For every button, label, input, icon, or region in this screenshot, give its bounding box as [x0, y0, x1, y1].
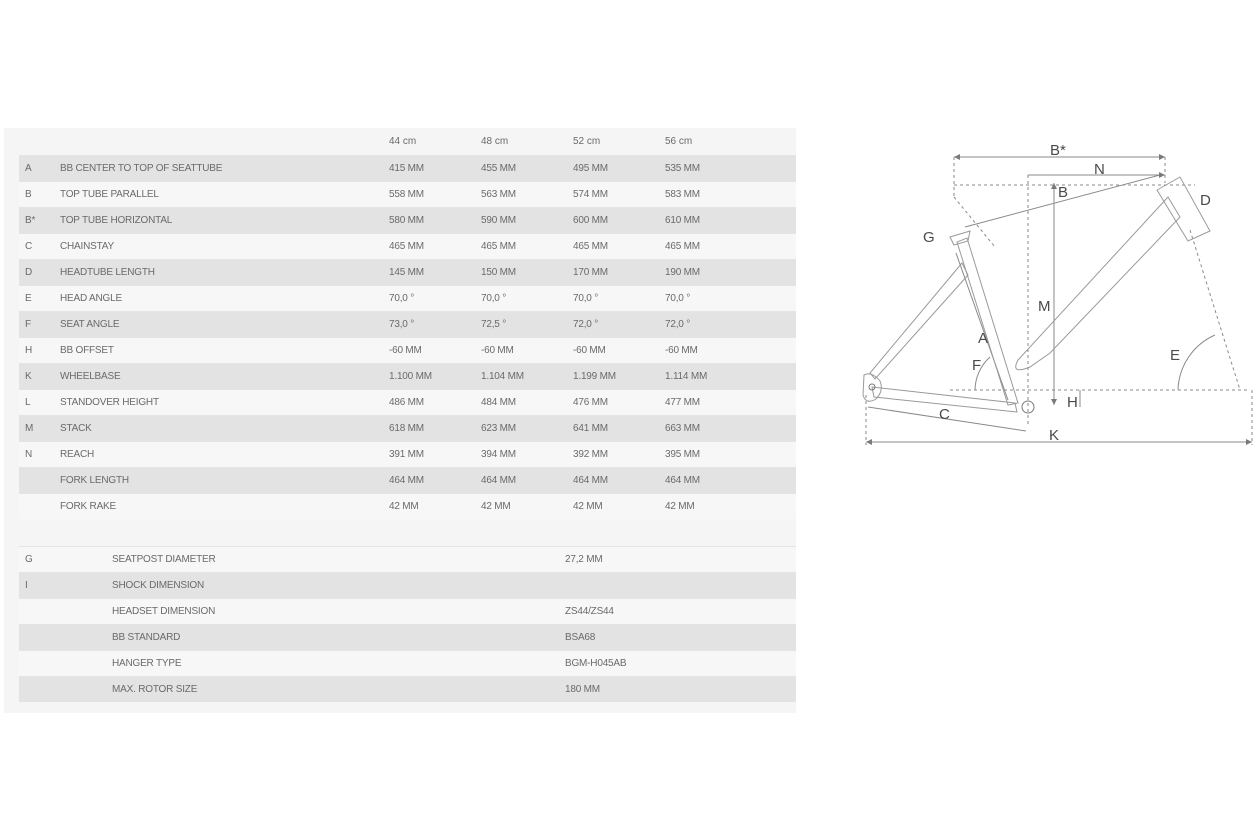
- row-value-56: 464 MM: [665, 475, 700, 486]
- arrow-wheelbase-right: [1246, 439, 1252, 445]
- spec-code: G: [25, 554, 33, 565]
- arrow-stack-bottom: [1051, 399, 1057, 405]
- row-value-56: 610 MM: [665, 215, 700, 226]
- row-code: A: [25, 163, 32, 174]
- arrow-b-star-left: [954, 154, 960, 160]
- general-spec-row: [19, 624, 796, 650]
- geometry-row: [19, 389, 796, 415]
- row-value-48: 70,0 °: [481, 293, 507, 304]
- size-header-48: 48 cm: [481, 136, 509, 147]
- spec-name: SEATPOST DIAMETER: [112, 554, 216, 565]
- geometry-row: [19, 337, 796, 363]
- down-tube: [1016, 197, 1180, 370]
- label-e: E: [1170, 347, 1181, 364]
- row-value-52: 42 MM: [573, 501, 603, 512]
- row-value-44: 465 MM: [389, 241, 424, 252]
- row-name: WHEELBASE: [60, 371, 121, 382]
- row-value-48: 484 MM: [481, 397, 516, 408]
- row-code: N: [25, 449, 33, 460]
- row-value-52: -60 MM: [573, 345, 606, 356]
- row-value-56: 395 MM: [665, 449, 700, 460]
- row-value-52: 1.199 MM: [573, 371, 616, 382]
- row-value-56: 465 MM: [665, 241, 700, 252]
- row-code: C: [25, 241, 33, 252]
- geometry-row: [19, 233, 796, 259]
- row-value-44: 73,0 °: [389, 319, 415, 330]
- size-header-row: [19, 128, 796, 155]
- geometry-row: [19, 285, 796, 311]
- frame-geometry-diagram: [850, 135, 1260, 455]
- row-value-48: 150 MM: [481, 267, 516, 278]
- size-header-44: 44 cm: [389, 136, 417, 147]
- row-name: STANDOVER HEIGHT: [60, 397, 159, 408]
- row-code: E: [25, 293, 32, 304]
- top-tube-parallel-dimension: [965, 175, 1160, 227]
- label-m: M: [1038, 298, 1051, 315]
- row-value-52: 72,0 °: [573, 319, 599, 330]
- row-name: FORK RAKE: [60, 501, 116, 512]
- geometry-row: [19, 415, 796, 441]
- row-value-52: 392 MM: [573, 449, 608, 460]
- row-value-52: 495 MM: [573, 163, 608, 174]
- bike-frame-drawing: [850, 135, 1260, 455]
- arrow-wheelbase-left: [866, 439, 872, 445]
- label-g: G: [923, 229, 935, 246]
- row-value-44: 70,0 °: [389, 293, 415, 304]
- geometry-row: [19, 181, 796, 207]
- label-h: H: [1067, 394, 1078, 411]
- row-value-56: 663 MM: [665, 423, 700, 434]
- spec-name: BB STANDARD: [112, 632, 181, 643]
- row-value-48: 563 MM: [481, 189, 516, 200]
- spec-name: SHOCK DIMENSION: [112, 580, 205, 591]
- label-b-star: B*: [1050, 142, 1066, 159]
- row-value-48: 42 MM: [481, 501, 511, 512]
- row-value-52: 476 MM: [573, 397, 608, 408]
- row-value-56: 583 MM: [665, 189, 700, 200]
- row-code: M: [25, 423, 34, 434]
- row-value-48: 465 MM: [481, 241, 516, 252]
- row-value-56: 477 MM: [665, 397, 700, 408]
- seat-stay: [870, 263, 968, 379]
- general-spec-row: [19, 598, 796, 624]
- arrow-reach-right: [1159, 172, 1165, 178]
- row-value-44: 42 MM: [389, 501, 419, 512]
- row-value-52: 465 MM: [573, 241, 608, 252]
- row-value-52: 600 MM: [573, 215, 608, 226]
- general-spec-row: [19, 676, 796, 702]
- spec-value: ZS44/ZS44: [565, 606, 614, 617]
- spec-value: BGM-H045AB: [565, 658, 627, 669]
- row-value-52: 464 MM: [573, 475, 608, 486]
- row-name: BB OFFSET: [60, 345, 114, 356]
- row-name: CHAINSTAY: [60, 241, 114, 252]
- geometry-row: [19, 259, 796, 285]
- row-name: FORK LENGTH: [60, 475, 129, 486]
- spec-value: 180 MM: [565, 684, 600, 695]
- label-b: B: [1058, 184, 1069, 201]
- row-value-48: 623 MM: [481, 423, 516, 434]
- row-value-44: 580 MM: [389, 215, 424, 226]
- row-name: SEAT ANGLE: [60, 319, 120, 330]
- spec-name: HANGER TYPE: [112, 658, 182, 669]
- row-value-48: -60 MM: [481, 345, 514, 356]
- spec-value: 27,2 MM: [565, 554, 603, 565]
- label-f: F: [972, 357, 982, 374]
- spec-value: BSA68: [565, 632, 596, 643]
- row-code: H: [25, 345, 33, 356]
- label-d: D: [1200, 192, 1211, 209]
- row-value-44: 486 MM: [389, 397, 424, 408]
- row-value-44: 558 MM: [389, 189, 424, 200]
- head-angle-arc: [1178, 335, 1215, 390]
- row-value-48: 455 MM: [481, 163, 516, 174]
- geometry-row: [19, 363, 796, 389]
- row-name: TOP TUBE HORIZONTAL: [60, 215, 173, 226]
- general-spec-row: [19, 546, 796, 572]
- row-code: K: [25, 371, 32, 382]
- arrow-stack-top: [1051, 183, 1057, 189]
- row-name: HEAD ANGLE: [60, 293, 122, 304]
- row-code: B: [25, 189, 32, 200]
- row-value-48: 464 MM: [481, 475, 516, 486]
- seat-tube-dimension: [956, 253, 1008, 400]
- row-code: L: [25, 397, 31, 408]
- row-value-44: -60 MM: [389, 345, 422, 356]
- row-name: BB CENTER TO TOP OF SEATTUBE: [60, 163, 223, 174]
- size-header-52: 52 cm: [573, 136, 601, 147]
- spec-code: I: [25, 580, 28, 591]
- row-value-44: 618 MM: [389, 423, 424, 434]
- row-name: HEADTUBE LENGTH: [60, 267, 155, 278]
- arrow-b-star-right: [1159, 154, 1165, 160]
- row-value-44: 464 MM: [389, 475, 424, 486]
- row-value-56: 70,0 °: [665, 293, 691, 304]
- geometry-row: [19, 155, 796, 181]
- row-value-56: 1.114 MM: [665, 371, 708, 382]
- row-value-44: 391 MM: [389, 449, 424, 460]
- row-name: TOP TUBE PARALLEL: [60, 189, 159, 200]
- geometry-row: [19, 311, 796, 337]
- row-value-56: -60 MM: [665, 345, 698, 356]
- row-value-48: 1.104 MM: [481, 371, 524, 382]
- row-value-56: 42 MM: [665, 501, 695, 512]
- spec-name: MAX. ROTOR SIZE: [112, 684, 198, 695]
- seat-tube-extension: [954, 197, 995, 247]
- row-value-52: 574 MM: [573, 189, 608, 200]
- row-value-56: 190 MM: [665, 267, 700, 278]
- row-code: D: [25, 267, 33, 278]
- general-spec-row: [19, 650, 796, 676]
- general-spec-row: [19, 572, 796, 598]
- geometry-table-panel: [4, 128, 796, 713]
- row-value-44: 145 MM: [389, 267, 424, 278]
- row-name: REACH: [60, 449, 95, 460]
- geometry-row: [19, 493, 796, 519]
- label-n: N: [1094, 161, 1105, 178]
- row-value-48: 590 MM: [481, 215, 516, 226]
- row-value-52: 170 MM: [573, 267, 608, 278]
- row-code: F: [25, 319, 31, 330]
- geometry-row: [19, 441, 796, 467]
- row-value-44: 1.100 MM: [389, 371, 432, 382]
- row-code: B*: [25, 215, 36, 226]
- head-tube: [1157, 177, 1210, 241]
- seat-tube: [957, 238, 1018, 405]
- label-a: A: [978, 330, 989, 347]
- geometry-row: [19, 467, 796, 493]
- row-value-48: 72,5 °: [481, 319, 507, 330]
- row-value-56: 535 MM: [665, 163, 700, 174]
- head-tube-extension: [1190, 230, 1240, 390]
- spec-name: HEADSET DIMENSION: [112, 606, 216, 617]
- size-header-56: 56 cm: [665, 136, 693, 147]
- row-value-48: 394 MM: [481, 449, 516, 460]
- row-name: STACK: [60, 423, 92, 434]
- label-k: K: [1049, 427, 1060, 444]
- geometry-row: [19, 207, 796, 233]
- row-value-52: 641 MM: [573, 423, 608, 434]
- row-value-44: 415 MM: [389, 163, 424, 174]
- label-c: C: [939, 406, 950, 423]
- row-value-56: 72,0 °: [665, 319, 691, 330]
- row-value-52: 70,0 °: [573, 293, 599, 304]
